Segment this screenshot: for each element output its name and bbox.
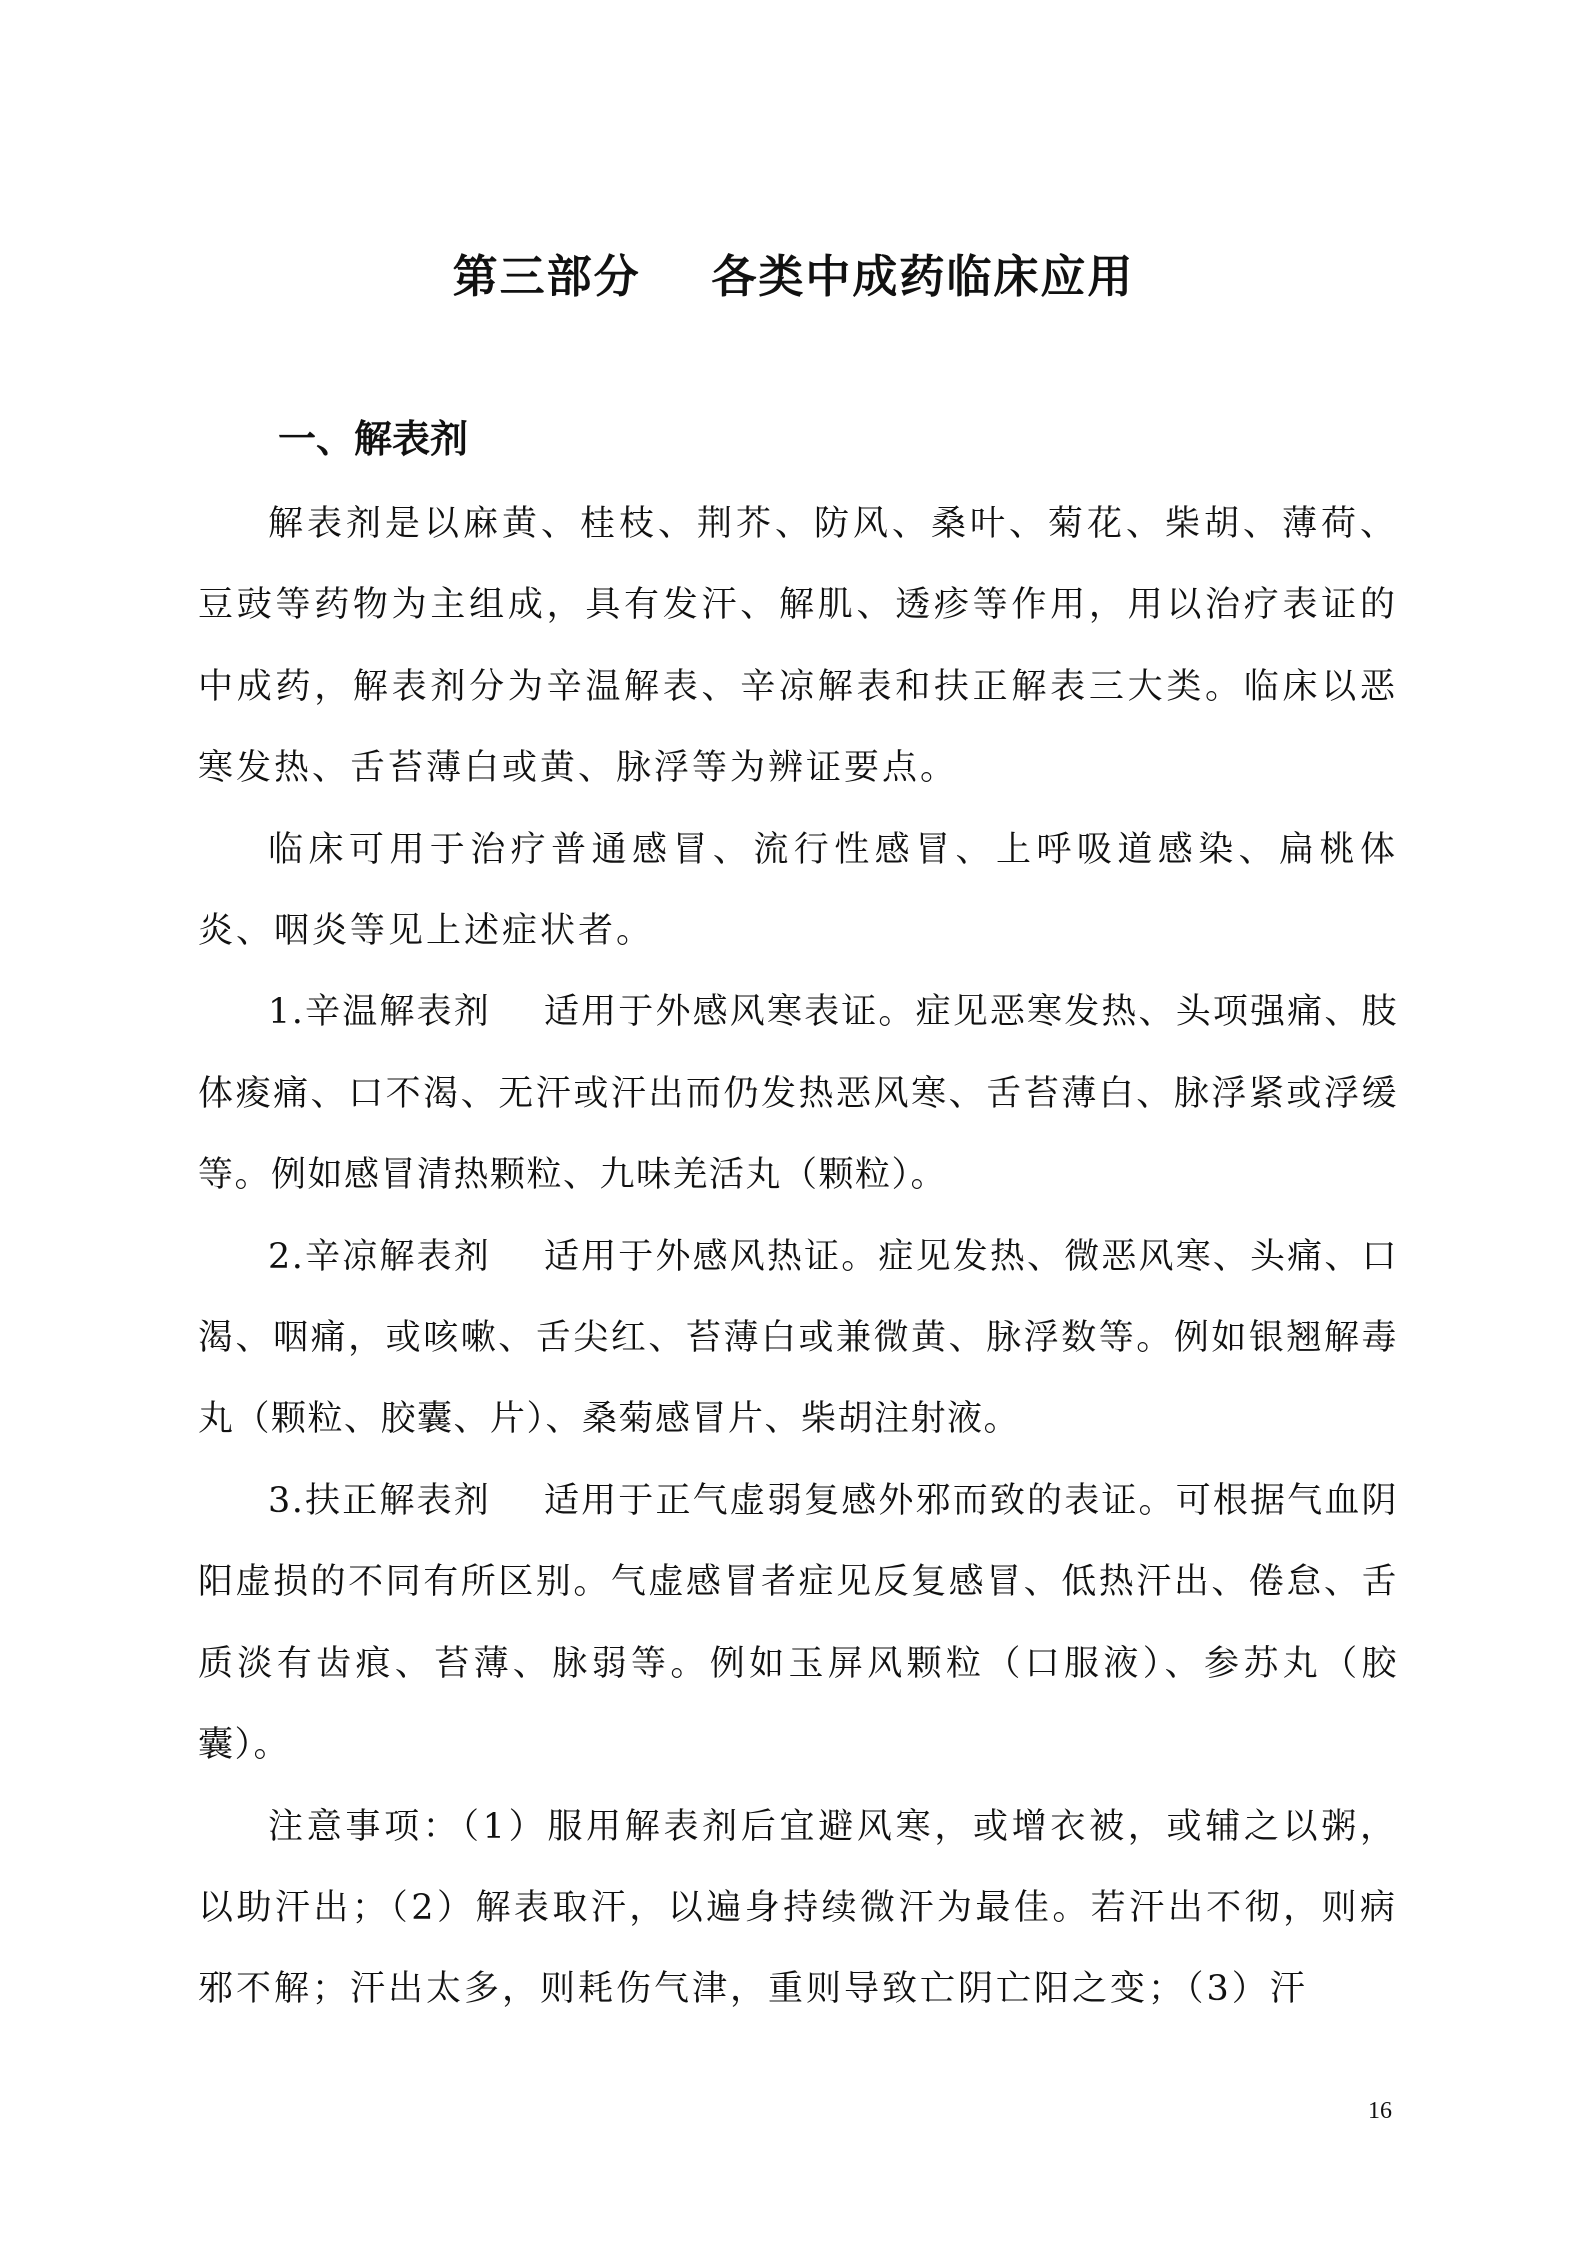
paragraph-indications: 临床可用于治疗普通感冒、流行性感冒、上呼吸道感染、扁桃体炎、咽炎等见上述症状者。 <box>198 829 1398 952</box>
page-title: 第三部分 各类中成药临床应用 <box>452 250 1135 303</box>
page-number: 16 <box>1368 2098 1392 2124</box>
paragraph-xinliang: 2.辛凉解表剂 适用于外感风热证。症见发热、微恶风寒、头痛、口渴、咽痛，或咳嗽、舌尖红、苔薄白或兼微黄、脉浮数等。例如银翘解毒丸（颗粒、胶囊、片）、桑菊感冒片、柴胡注射液。 <box>198 1236 1398 1440</box>
paragraph-precautions: 注意事项：（1）服用解表剂后宜避风寒，或增衣被，或辅之以粥，以助汗出；（2）解表取汗，以遍身持续微汗为最佳。若汗出不彻，则病邪不解；汗出太多，则耗伤气津，重则导致亡阴亡阳之变；（3）汗 <box>198 1806 1398 2010</box>
paragraph-xinwen: 1.辛温解表剂 适用于外感风寒表证。症见恶寒发热、头项强痛、肢体痠痛、口不渴、无汗或汗出而仍发热恶风寒、舌苔薄白、脉浮紧或浮缓等。例如感冒清热颗粒、九味羌活丸（颗粒）。 <box>198 992 1398 1196</box>
paragraph-fuzheng: 3.扶正解表剂 适用于正气虚弱复感外邪而致的表证。可根据气血阴阳虚损的不同有所区别。气虚感冒者症见反复感冒、低热汗出、倦怠、舌质淡有齿痕、苔薄、脉弱等。例如玉屏风颗粒（口服液）、参苏丸（胶囊）。 <box>198 1480 1398 1766</box>
section-heading: 一、解表剂 <box>278 417 469 461</box>
paragraph-intro: 解表剂是以麻黄、桂枝、荆芥、防风、桑叶、菊花、柴胡、薄荷、豆豉等药物为主组成，具有发汗、解肌、透疹等作用，用以治疗表证的中成药，解表剂分为辛温解表、辛凉解表和扶正解表三大类。临床以恶寒发热、舌苔薄白或黄、脉浮等为辨证要点。 <box>198 504 1398 789</box>
body-text <box>198 484 1398 2031</box>
